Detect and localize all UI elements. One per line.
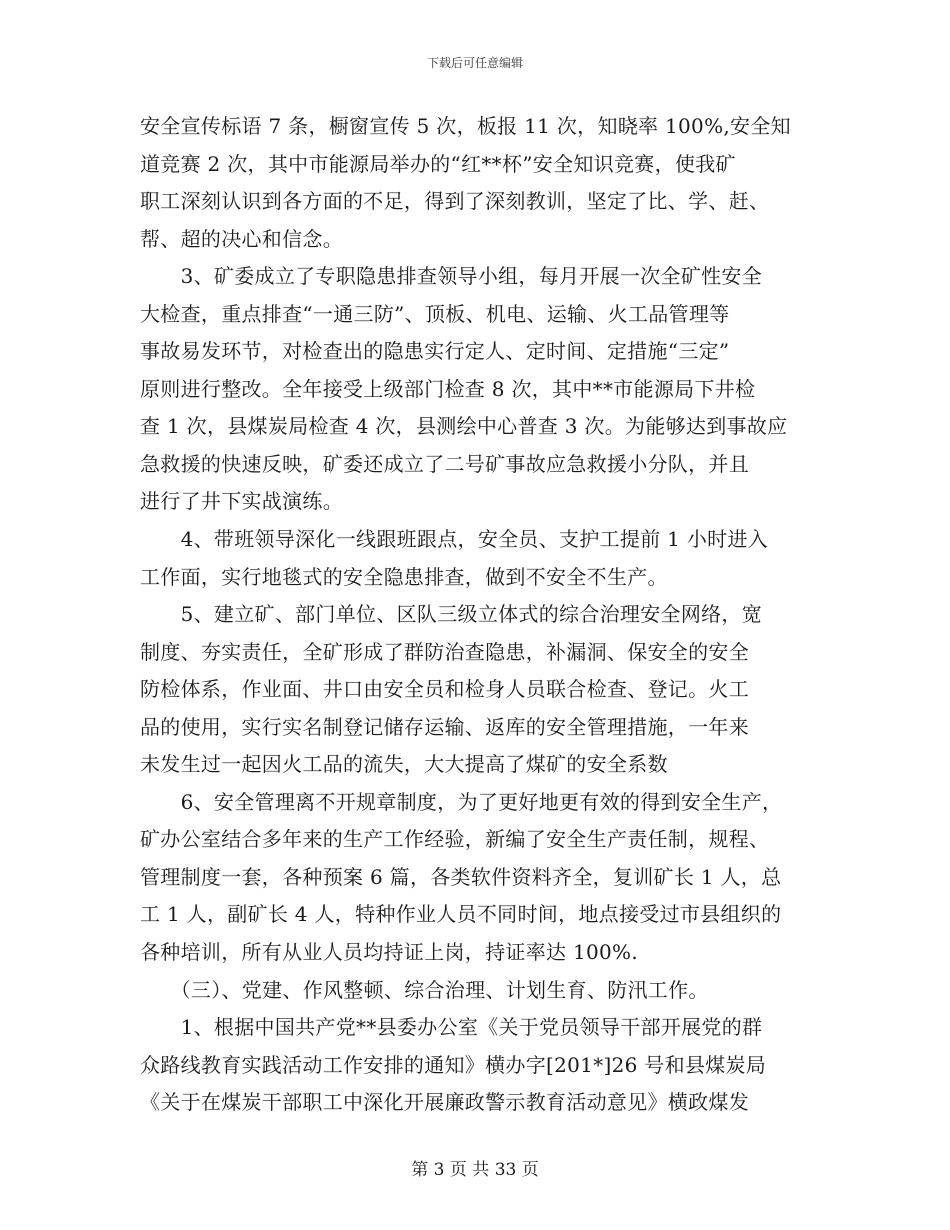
text-line: 事故易发环节，对检查出的隐患实行定人、定时间、定措施“三定” <box>140 339 730 364</box>
text-line: 未发生过一起因火工品的流失，大大提高了煤矿的安全系数 <box>140 752 668 777</box>
text-line: 管理制度一套，各种预案 6 篇，各类软件资料齐全，复训矿长 1 人，总 <box>140 864 782 889</box>
text-line: 各种培训，所有从业人员均持证上岗，持证率达 100%. <box>140 940 638 965</box>
text-line: 众路线教育实践活动工作安排的通知》横办字[201*]26 号和县煤炭局 <box>140 1052 767 1077</box>
text-line: 4、带班领导深化一线跟班跟点，安全员、支护工提前 1 小时进入 <box>140 527 769 552</box>
text-line: 道竞赛 2 次，其中市能源局举办的“红**杯”安全知识竞赛，使我矿 <box>140 151 736 176</box>
text-line: （三）、党建、作风整顿、综合治理、计划生育、防汛工作。 <box>140 977 709 1002</box>
text-line: 进行了井下实战演练。 <box>140 489 343 514</box>
text-line: 3、矿委成立了专职隐患排查领导小组，每月开展一次全矿性安全 <box>140 264 763 289</box>
text-line: 6、安全管理离不开规章制度，为了更好地更有效的得到安全生产， <box>140 789 783 814</box>
text-line: 查 1 次，县煤炭局检查 4 次，县测绘中心普查 3 次。为能够达到事故应 <box>140 414 788 439</box>
text-line: 帮、超的决心和信念。 <box>140 226 343 251</box>
page-number: 第 3 页 共 33 页 <box>411 1160 539 1180</box>
text-line: 防检体系，作业面、井口由安全员和检身人员联合检查、登记。火工 <box>140 677 749 702</box>
header-note: 下载后可任意编辑 <box>426 56 523 70</box>
text-line: 急救援的快速反映，矿委还成立了二号矿事故应急救援小分队，并且 <box>140 451 749 476</box>
text-line: 大检查，重点排查“一通三防”、顶板、机电、运输、火工品管理等 <box>140 301 730 326</box>
text-line: 品的使用，实行实名制登记储存运输、返库的安全管理措施，一年来 <box>140 714 749 739</box>
text-line: 5、建立矿、部门单位、区队三级立体式的综合治理安全网络，宽 <box>140 602 763 627</box>
text-line: 原则进行整改。全年接受上级部门检查 8 次，其中**市能源局下井检 <box>140 376 756 401</box>
text-line: 制度、夯实责任，全矿形成了群防治查隐患，补漏洞、保安全的安全 <box>140 639 749 664</box>
document-body <box>140 108 820 1122</box>
text-line: 工 1 人，副矿长 4 人，特种作业人员不同时间，地点接受过市县组织的 <box>140 902 782 927</box>
text-line: 安全宣传标语 7 条，橱窗宣传 5 次，板报 11 次，知晓率 100%,安全知 <box>140 114 791 138</box>
text-line: 矿办公室结合多年来的生产工作经验，新编了安全生产责任制，规程、 <box>140 827 770 852</box>
text-line: 职工深刻认识到各方面的不足，得到了深刻教训，坚定了比、学、赶、 <box>140 189 770 214</box>
text-line: 《关于在煤炭干部职工中深化开展廉政警示教育活动意见》横政煤发 <box>140 1090 749 1115</box>
text-line: 1、根据中国共产党**县委办公室《关于党员领导干部开展党的群 <box>140 1015 763 1040</box>
text-line: 工作面，实行地毯式的安全隐患排查，做到不安全不生产。 <box>140 564 668 589</box>
